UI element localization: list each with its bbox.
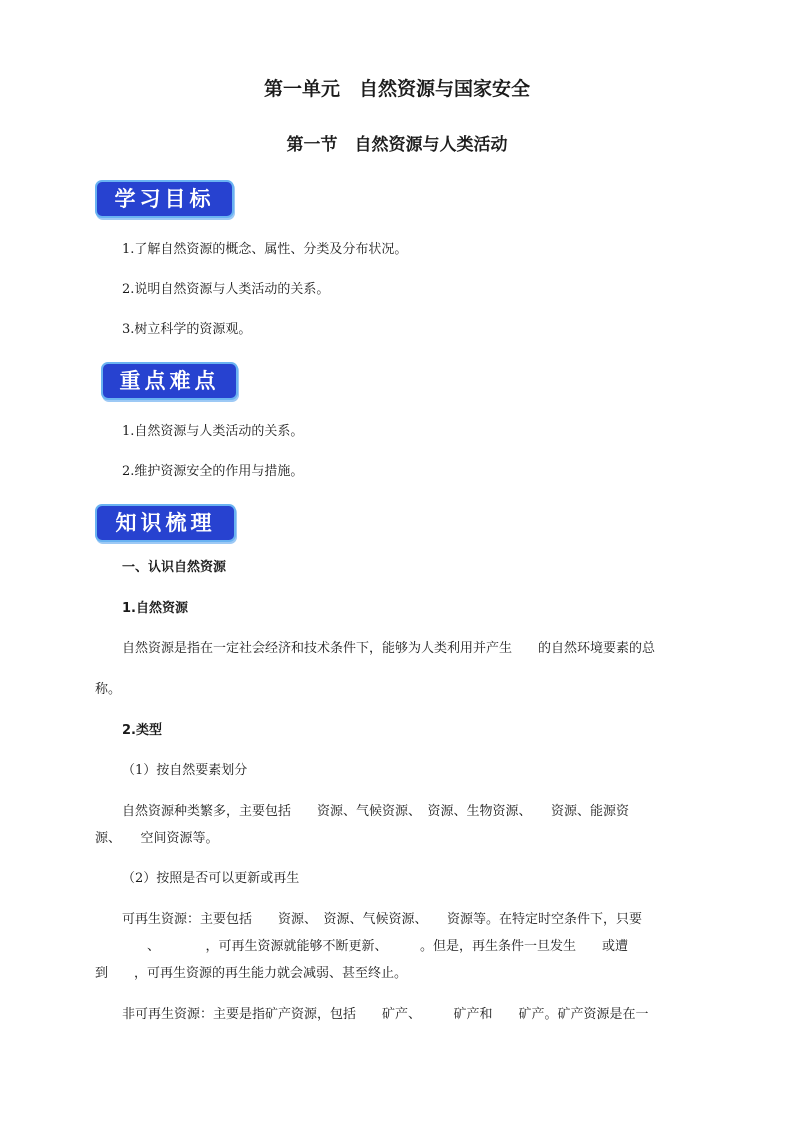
sub1-heading: 1.自然资源 (122, 601, 188, 616)
renewable-line: 可再生资源：主要包括 资源、 资源、气候资源、 资源等。在特定时空条件下，只要 (122, 912, 643, 927)
renewable-line: 到 ，可再生资源的再生能力就会减弱、甚至终止。 (95, 966, 408, 981)
type2-label: （2）按照是否可以更新或再生 (122, 871, 300, 886)
renewable-line: 、 ，可再生资源就能够不断更新、 。但是，再生条件一旦发生 或遭 (95, 939, 629, 954)
section-title: 第一节 自然资源与人类活动 (286, 135, 508, 155)
definition-line: 称。 (95, 682, 122, 697)
type1-line: 自然资源种类繁多，主要包括 资源、气候资源、 资源、生物资源、 资源、能源资 (122, 804, 630, 819)
key-point-item: 1.自然资源与人类活动的关系。 (122, 424, 304, 439)
part1-heading: 一、认识自然资源 (122, 560, 227, 575)
type1-label: （1）按自然要素划分 (122, 763, 248, 778)
objective-item: 1.了解自然资源的概念、属性、分类及分布状况。 (122, 242, 408, 257)
knowledge-badge: 知识梳理 (95, 504, 236, 542)
unit-title: 第一单元 自然资源与国家安全 (263, 78, 530, 100)
objective-item: 3.树立科学的资源观。 (122, 322, 252, 337)
type1-line: 源、 空间资源等。 (95, 831, 219, 846)
key-point-item: 2.维护资源安全的作用与措施。 (122, 464, 304, 479)
objectives-badge: 学习目标 (95, 180, 234, 218)
objective-item: 2.说明自然资源与人类活动的关系。 (122, 282, 330, 297)
definition-line: 自然资源是指在一定社会经济和技术条件下，能够为人类利用并产生 的自然环境要素的总 (122, 641, 656, 656)
sub2-heading: 2.类型 (122, 723, 162, 738)
key-points-badge: 重点难点 (101, 362, 238, 400)
nonrenewable-line: 非可再生资源：主要是指矿产资源，包括 矿产、 矿产和 矿产。矿产资源是在一 (122, 1007, 649, 1022)
